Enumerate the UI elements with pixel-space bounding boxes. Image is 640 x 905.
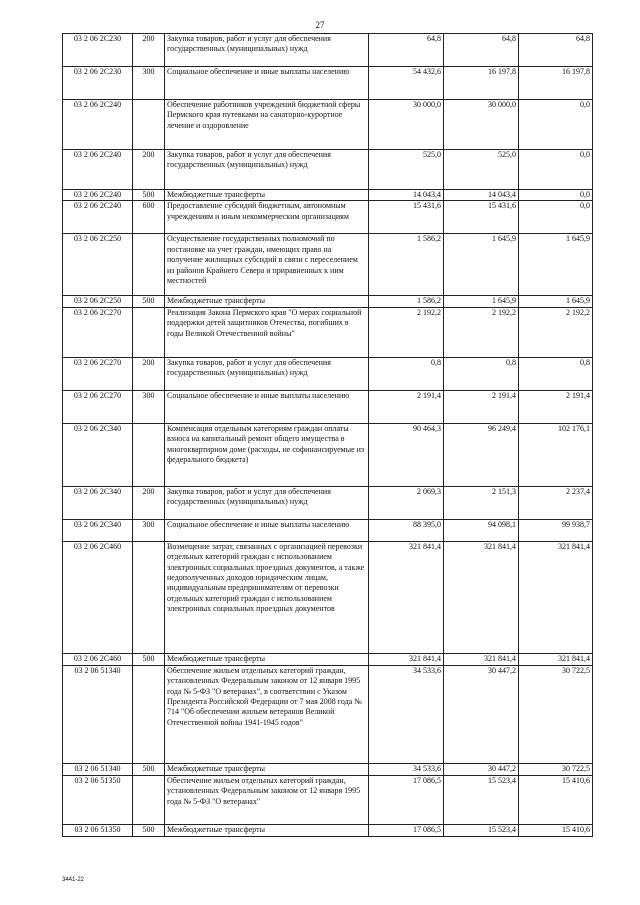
row-expense-type: 200 xyxy=(133,357,165,390)
row-expense-type xyxy=(133,775,165,824)
row-value-2: 14 043,4 xyxy=(444,190,519,201)
table-row xyxy=(63,201,593,234)
row-code: 03 2 06 2С340 xyxy=(63,486,133,519)
row-value-2: 321 841,4 xyxy=(444,541,519,653)
budget-table xyxy=(62,33,593,837)
row-value-2: 15 523,4 xyxy=(444,824,519,836)
row-value-2: 15 431,6 xyxy=(444,201,519,234)
row-value-2: 1 645,9 xyxy=(444,234,519,296)
row-value-3: 16 197,8 xyxy=(519,67,593,100)
row-expense-type: 600 xyxy=(133,201,165,234)
row-value-1: 2 069,3 xyxy=(369,486,444,519)
row-value-1: 1 586,2 xyxy=(369,296,444,307)
table-row xyxy=(63,307,593,357)
row-value-3: 2 192,2 xyxy=(519,307,593,357)
row-value-2: 96 249,4 xyxy=(444,423,519,486)
row-value-2: 2 192,2 xyxy=(444,307,519,357)
row-expense-type xyxy=(133,234,165,296)
row-value-1: 2 192,2 xyxy=(369,307,444,357)
row-value-1: 30 000,0 xyxy=(369,100,444,150)
row-name: Компенсация отдельным категориям граждан оплаты взноса на капитальный ремонт общего имущества в многоквартирном доме (расходы, не софинансируемые из федерального бюджета) xyxy=(165,423,369,486)
row-code: 03 2 06 51350 xyxy=(63,824,133,836)
row-value-3: 102 176,1 xyxy=(519,423,593,486)
row-value-2: 16 197,8 xyxy=(444,67,519,100)
row-expense-type: 500 xyxy=(133,824,165,836)
row-code: 03 2 06 2С240 xyxy=(63,201,133,234)
row-value-1: 34 533,6 xyxy=(369,665,444,763)
row-expense-type: 300 xyxy=(133,519,165,541)
row-code: 03 2 06 2С240 xyxy=(63,150,133,190)
row-expense-type: 500 xyxy=(133,296,165,307)
row-value-3: 321 841,4 xyxy=(519,653,593,665)
row-code: 03 2 06 51350 xyxy=(63,775,133,824)
table-row xyxy=(63,234,593,296)
row-value-1: 2 191,4 xyxy=(369,390,444,423)
row-code: 03 2 06 2С340 xyxy=(63,519,133,541)
row-expense-type: 300 xyxy=(133,67,165,100)
row-name: Обеспечение жильем отдельных категорий граждан, установленных Федеральным законом от 12 января 1995 года № 5-ФЗ "О ветеранах", в соответствии с Указом Президента Российской Федерации от 7 мая 2008 года № 714 "Об обеспечении жильем ветеранов Великой Отечественной войны 1941-1945 годов" xyxy=(165,665,369,763)
row-name: Предоставление субсидий бюджетным, автономным учреждениям и иным некоммерческим организациям xyxy=(165,201,369,234)
table-row xyxy=(63,763,593,775)
row-value-3: 15 410,6 xyxy=(519,824,593,836)
row-name: Социальное обеспечение и иные выплаты населению xyxy=(165,390,369,423)
row-value-3: 15 410,6 xyxy=(519,775,593,824)
row-value-2: 321 841,4 xyxy=(444,653,519,665)
row-expense-type: 500 xyxy=(133,653,165,665)
row-name: Закупка товаров, работ и услуг для обеспечения государственных (муниципальных) нужд xyxy=(165,357,369,390)
row-value-3: 0,0 xyxy=(519,150,593,190)
table-row xyxy=(63,296,593,307)
row-code: 03 2 06 2С250 xyxy=(63,234,133,296)
row-value-1: 54 432,6 xyxy=(369,67,444,100)
row-expense-type: 500 xyxy=(133,190,165,201)
row-name: Осуществление государственных полномочий по постановке на учет граждан, имеющих право на получение жилищных субсидий в связи с переселением из районов Крайнего Севера и приравненных к ним местностей xyxy=(165,234,369,296)
row-value-1: 0,8 xyxy=(369,357,444,390)
table-row xyxy=(63,486,593,519)
row-expense-type: 200 xyxy=(133,486,165,519)
row-code: 03 2 06 2С230 xyxy=(63,34,133,67)
row-value-3: 0,0 xyxy=(519,201,593,234)
row-code: 03 2 06 2С240 xyxy=(63,190,133,201)
row-value-3: 2 191,4 xyxy=(519,390,593,423)
row-expense-type: 300 xyxy=(133,390,165,423)
row-code: 03 2 06 51340 xyxy=(63,763,133,775)
row-value-1: 88 395,0 xyxy=(369,519,444,541)
row-name: Социальное обеспечение и иные выплаты населению xyxy=(165,519,369,541)
row-name: Межбюджетные трансферты xyxy=(165,296,369,307)
row-value-3: 1 645,9 xyxy=(519,296,593,307)
row-code: 03 2 06 2С270 xyxy=(63,357,133,390)
row-value-1: 14 043,4 xyxy=(369,190,444,201)
row-name: Возмещение затрат, связанных с организацией перевозки отдельных категорий граждан с использованием электронных социальных проездных документов, а также недополученных доходов юридическим лицам, индивидуальным предпринимателям от перевозки отдельных категорий граждан с использованием электронных социальных проездных документов xyxy=(165,541,369,653)
budget-table-body xyxy=(63,34,593,837)
row-value-2: 2 151,3 xyxy=(444,486,519,519)
table-row xyxy=(63,665,593,763)
row-value-2: 30 447,2 xyxy=(444,763,519,775)
row-name: Закупка товаров, работ и услуг для обеспечения государственных (муниципальных) нужд xyxy=(165,34,369,67)
row-value-3: 30 722,5 xyxy=(519,763,593,775)
table-row xyxy=(63,423,593,486)
row-value-3: 99 938,7 xyxy=(519,519,593,541)
row-value-3: 0,0 xyxy=(519,100,593,150)
row-value-2: 525,0 xyxy=(444,150,519,190)
table-row xyxy=(63,34,593,67)
row-value-1: 321 841,4 xyxy=(369,541,444,653)
page-number: 27 xyxy=(315,20,325,30)
row-name: Межбюджетные трансферты xyxy=(165,653,369,665)
row-code: 03 2 06 2С340 xyxy=(63,423,133,486)
table-row xyxy=(63,67,593,100)
document-code: 3441-22 xyxy=(62,877,85,883)
row-name: Межбюджетные трансферты xyxy=(165,824,369,836)
row-value-2: 2 191,4 xyxy=(444,390,519,423)
row-value-3: 30 722,5 xyxy=(519,665,593,763)
row-value-2: 30 447,2 xyxy=(444,665,519,763)
row-name: Реализация Закона Пермского края "О мерах социальной поддержки детей защитников Отечества, погибших в годы Великой Отечественной войны" xyxy=(165,307,369,357)
row-value-1: 34 533,6 xyxy=(369,763,444,775)
table-row xyxy=(63,775,593,824)
row-value-3: 64,8 xyxy=(519,34,593,67)
row-code: 03 2 06 2С460 xyxy=(63,653,133,665)
row-value-2: 15 523,4 xyxy=(444,775,519,824)
row-value-2: 64,8 xyxy=(444,34,519,67)
row-value-3: 321 841,4 xyxy=(519,541,593,653)
row-expense-type xyxy=(133,665,165,763)
row-name: Обеспечение работников учреждений бюджетной сферы Пермского края путевками на санаторно-курортное лечение и оздоровление xyxy=(165,100,369,150)
table-row xyxy=(63,357,593,390)
row-value-3: 1 645,9 xyxy=(519,234,593,296)
table-row xyxy=(63,824,593,836)
row-value-3: 2 237,4 xyxy=(519,486,593,519)
row-code: 03 2 06 2С270 xyxy=(63,307,133,357)
table-row xyxy=(63,390,593,423)
row-name: Социальное обеспечение и иные выплаты населению xyxy=(165,67,369,100)
row-value-1: 1 586,2 xyxy=(369,234,444,296)
row-value-1: 525,0 xyxy=(369,150,444,190)
row-value-1: 321 841,4 xyxy=(369,653,444,665)
row-expense-type: 500 xyxy=(133,763,165,775)
row-value-3: 0,0 xyxy=(519,190,593,201)
row-name: Межбюджетные трансферты xyxy=(165,763,369,775)
row-code: 03 2 06 2С230 xyxy=(63,67,133,100)
table-row xyxy=(63,653,593,665)
table-row xyxy=(63,150,593,190)
row-value-1: 90 464,3 xyxy=(369,423,444,486)
row-value-1: 64,8 xyxy=(369,34,444,67)
row-value-2: 1 645,9 xyxy=(444,296,519,307)
row-expense-type: 200 xyxy=(133,150,165,190)
row-expense-type xyxy=(133,307,165,357)
row-name: Межбюджетные трансферты xyxy=(165,190,369,201)
row-expense-type xyxy=(133,541,165,653)
row-expense-type: 200 xyxy=(133,34,165,67)
row-name: Обеспечение жильем отдельных категорий граждан, установленных Федеральным законом от 12 января 1995 года № 5-ФЗ "О ветеранах" xyxy=(165,775,369,824)
row-value-1: 15 431,6 xyxy=(369,201,444,234)
row-expense-type xyxy=(133,423,165,486)
row-value-1: 17 086,5 xyxy=(369,824,444,836)
row-code: 03 2 06 2С460 xyxy=(63,541,133,653)
row-value-2: 0,8 xyxy=(444,357,519,390)
table-row xyxy=(63,100,593,150)
table-row xyxy=(63,519,593,541)
row-value-2: 94 098,1 xyxy=(444,519,519,541)
row-code: 03 2 06 2С270 xyxy=(63,390,133,423)
row-code: 03 2 06 2С250 xyxy=(63,296,133,307)
row-code: 03 2 06 2С240 xyxy=(63,100,133,150)
row-value-3: 0,8 xyxy=(519,357,593,390)
row-value-1: 17 086,5 xyxy=(369,775,444,824)
table-row xyxy=(63,190,593,201)
row-code: 03 2 06 51340 xyxy=(63,665,133,763)
row-name: Закупка товаров, работ и услуг для обеспечения государственных (муниципальных) нужд xyxy=(165,150,369,190)
table-row xyxy=(63,541,593,653)
row-value-2: 30 000,0 xyxy=(444,100,519,150)
row-expense-type xyxy=(133,100,165,150)
row-name: Закупка товаров, работ и услуг для обеспечения государственных (муниципальных) нужд xyxy=(165,486,369,519)
